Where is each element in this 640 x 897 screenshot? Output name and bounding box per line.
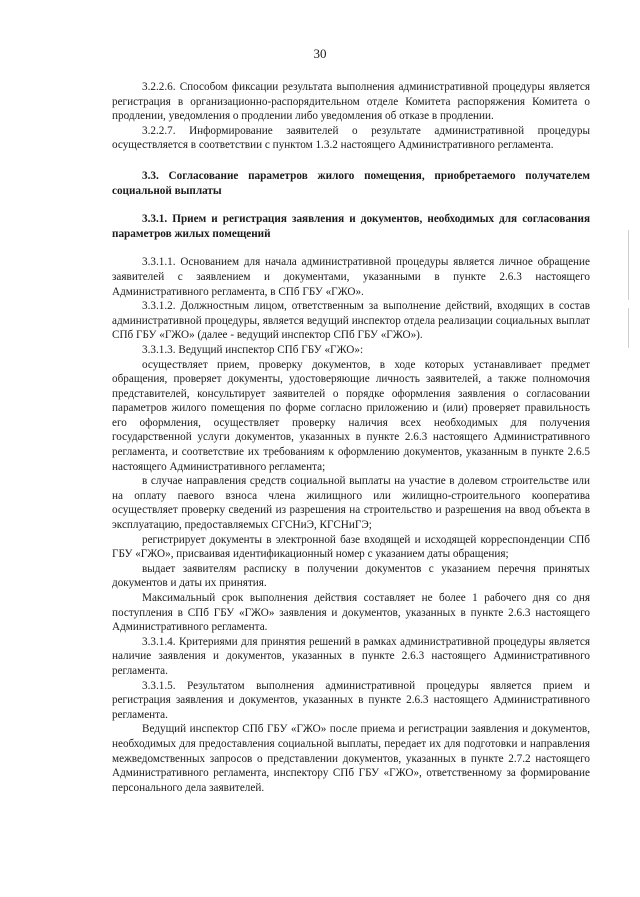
paragraph-3-3-1-5: 3.3.1.5. Результатом выполнения административной процедуры является прием и регистрация заявления и документов, указанных в пункте 2.6.3 настоящего Административного регламента. [112,679,590,721]
paragraph-3-3-1-1: 3.3.1.1. Основанием для начала административной процедуры является личное обращение заявителей с заявлением и документами, указанными в пункте 2.6.3 настоящего Административного регламента, в СПб ГБУ «ГЖО». [112,256,590,298]
paragraph-3-3-1-3-duty-registration: регистрирует документы в электронной базе входящей и исходящей корреспонденции СПб ГБУ «ГЖО», присваивая идентификационный номер с указанием даты обращения; [112,533,590,561]
section-heading-3-3: 3.3. Согласование параметров жилого помещения, приобретаемого получателем социальной выплаты [112,169,590,197]
subsection-heading-3-3-1: 3.3.1. Прием и регистрация заявления и документов, необходимых для согласования параметров жилых помещений [112,213,590,240]
paragraph-max-term: Максимальный срок выполнения действия составляет не более 1 рабочего дня со дня поступления в СПб ГБУ «ГЖО» заявления и документов, указанных в пункте 2.6.3 настоящего Административного регламента. [112,592,590,634]
scan-edge-mark [628,308,629,348]
paragraph-3-2-2-7: 3.2.2.7. Информирование заявителей о результате административной процедуры осуществляется в соответствии с пунктом 1.3.2 настоящего Административного регламента. [112,124,590,152]
page-number: 30 [313,46,327,61]
document-body [112,80,590,795]
paragraph-3-3-1-4: 3.3.1.4. Критериями для принятия решений в рамках административной процедуры является наличие заявления и документов, указанных в пункте 2.6.3 настоящего Административного регламента. [112,635,590,677]
paragraph-3-3-1-3: 3.3.1.3. Ведущий инспектор СПб ГБУ «ГЖО»: [142,343,364,356]
paragraph-3-3-1-2: 3.3.1.2. Должностным лицом, ответственным за выполнение действий, входящих в состав административной процедуры, является ведущий инспектор отдела реализации социальных выплат СПб ГБУ «ГЖО» (далее - ведущий инспектор СПб ГБУ «ГЖО»). [112,300,590,342]
paragraph-3-3-1-3-duty-reception: осуществляет прием, проверку документов, в ходе которых устанавливает предмет обращения, проверяет документы, удостоверяющие личность заявителей, а также полномочия представителей, консультирует заявителей о порядке оформления заявления о согласовании параметров жилого помещения по форме согласно приложению и (или) проверяет правильность его оформления, осуществляет проверку наличия всех необходимых для получения государственной услуги документов, указанных в пункте 2.6.3 настоящего Административного регламента, и соответствие их требованиям к оформлению документов, указанным в пункте 2.6.5 настоящего Административного регламента; [112,358,590,473]
paragraph-transfer: Ведущий инспектор СПб ГБУ «ГЖО» после приема и регистрации заявления и документов, необходимых для предоставления социальной выплаты, передает их для подготовки и направления межведомственных запросов о представлении документов, указанных в пункте 2.7.2 настоящего Административного регламента, инспектору СПб ГБУ «ГЖО», ответственному за формирование персонального дела заявителей. [112,723,590,794]
paragraph-3-3-1-3-duty-construction: в случае направления средств социальной выплаты на участие в долевом строительстве или на оплату паевого взноса члена жилищного или жилищно-строительного кооператива осуществляет проверку сведений из разрешения на строительство и разрешения на ввод объекта в эксплуатацию, предоставляемых СГСНиЭ, КГСНиГЭ; [112,475,590,532]
paragraph-3-2-2-6: 3.2.2.6. Способом фиксации результата выполнения административной процедуры является регистрация в организационно-распорядительном отделе Комитета распоряжения Комитета о продлении, уведомления о продлении либо уведомления об отказе в продлении. [112,81,590,123]
scan-edge-mark [628,230,629,300]
paragraph-3-3-1-3-duty-receipt: выдает заявителям расписку в получении документов с указанием перечня принятых документов и даты их принятия. [112,562,590,590]
